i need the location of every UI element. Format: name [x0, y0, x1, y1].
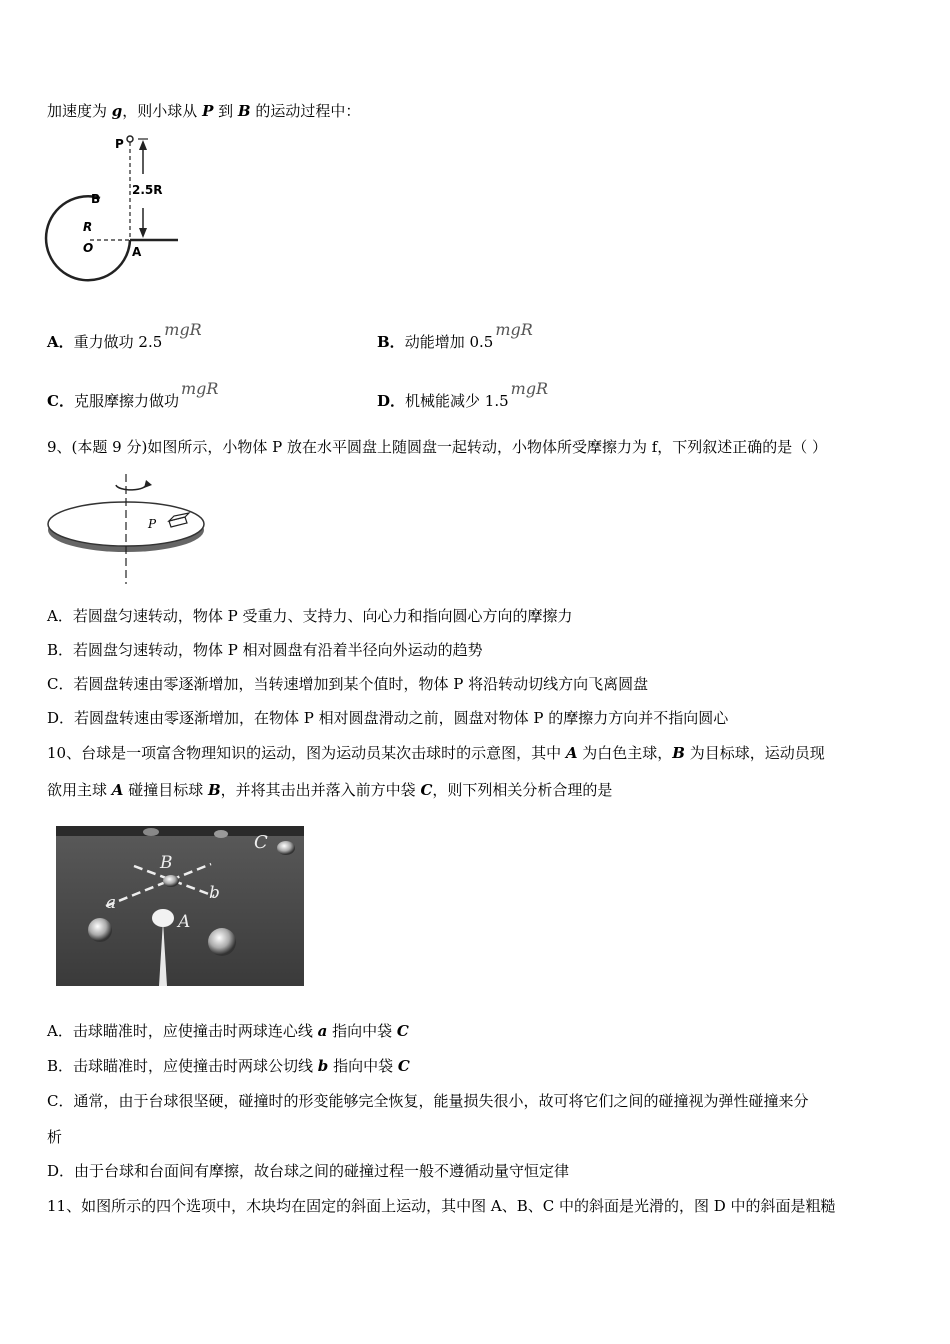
- billiards-photo: [56, 826, 304, 986]
- q10-option-b[interactable]: [47, 1056, 410, 1076]
- track-figure: [40, 130, 190, 290]
- option-text: A．击球瞄准时，应使撞击时两球连心线: [47, 1022, 318, 1040]
- q8-option-a[interactable]: [47, 320, 202, 352]
- option-letter: C．: [47, 392, 74, 410]
- option-text: 动能增加 0.5: [404, 333, 494, 351]
- circle-track: [46, 196, 130, 280]
- var-c: C: [396, 1022, 409, 1040]
- var-c: C: [397, 1057, 410, 1075]
- q9-option-b[interactable]: B．若圆盘匀速转动，物体 P 相对圆盘有沿着半径向外运动的趋势: [47, 641, 483, 659]
- rotation-arrow: [116, 484, 146, 490]
- label-r: R: [83, 220, 93, 234]
- intro-text-2: ，则小球从: [122, 102, 203, 120]
- q9-option-d[interactable]: D．若圆盘转速由零逐渐增加，在物体 P 相对圆盘滑动之前，圆盘对物体 P 的摩擦力方向并不指向圆心: [47, 709, 729, 727]
- q11-stem: 11、如图所示的四个选项中，木块均在固定的斜面上运动，其中图 A、B、C 中的斜面是光滑的，图 D 中的斜面是粗糙: [47, 1197, 836, 1215]
- q9-option-a[interactable]: A．若圆盘匀速转动，物体 P 受重力、支持力、向心力和指向圆心方向的摩擦力: [47, 607, 573, 625]
- rotation-arrowhead: [144, 480, 152, 488]
- q9-option-c[interactable]: C．若圆盘转速由零逐渐增加，当转速增加到某个值时，物体 P 将沿转动切线方向飞离圆盘: [47, 675, 649, 693]
- var-b: b: [317, 1057, 329, 1075]
- option-text: 克服摩擦力做功: [73, 392, 179, 410]
- var-c: C: [420, 781, 433, 799]
- intro-var-b: B: [237, 102, 251, 120]
- stem-text: ，并将其击出并落入前方中袋: [220, 781, 421, 799]
- label-line-a: a: [106, 893, 117, 913]
- stem-text: 欲用主球: [47, 781, 112, 799]
- var-a: a: [317, 1022, 328, 1040]
- q10-stem-line1: [47, 743, 825, 763]
- pocket-c-ball: [277, 841, 295, 855]
- stem-text: 10、台球是一项富含物理知识的运动，图为运动员某次击球时的示意图，其中: [47, 744, 566, 762]
- intro-var-g: g: [111, 102, 123, 120]
- intro-line: [47, 101, 360, 121]
- q9-stem: 9、(本题 9 分)如图所示，小物体 P 放在水平圆盘上随圆盘一起转动，小物体所受摩擦力为 f，下列叙述正确的是（ ）: [47, 438, 828, 456]
- q10-option-c-line1[interactable]: C．通常，由于台球很坚硬，碰撞时的形变能够完全恢复，能量损失很小，故可将它们之间的碰撞视为弹性碰撞来分: [47, 1092, 809, 1110]
- q10-option-c-line2[interactable]: 析: [47, 1128, 63, 1146]
- label-o: O: [83, 241, 94, 255]
- stem-text: ，则下列相关分析合理的是: [432, 781, 613, 799]
- stem-text: 为白色主球，: [577, 744, 673, 762]
- stem-text: 为目标球，运动员现: [684, 744, 825, 762]
- option-text: B．击球瞄准时，应使撞击时两球公切线: [47, 1057, 318, 1075]
- target-ball-b: [163, 875, 179, 887]
- label-a: A: [132, 245, 142, 259]
- option-letter: A．: [47, 333, 74, 351]
- point-p-marker: [127, 136, 133, 142]
- q10-stem-line2: [47, 780, 612, 800]
- option-math: mgR: [510, 379, 549, 398]
- label-b: B: [91, 192, 101, 206]
- var-b: B: [672, 744, 685, 762]
- option-letter: D．: [377, 392, 406, 410]
- option-math: mgR: [180, 379, 219, 398]
- option-text: 重力做功 2.5: [73, 333, 163, 351]
- height-arrow-down: [139, 228, 147, 238]
- dark-ball: [208, 928, 236, 956]
- option-math: mgR: [495, 320, 533, 339]
- label-a: A: [178, 912, 191, 932]
- var-a: A: [111, 781, 124, 799]
- label-p: P: [148, 517, 157, 531]
- q8-option-d[interactable]: [377, 379, 549, 411]
- label-p: P: [115, 137, 124, 151]
- stem-text: 碰撞目标球: [123, 781, 208, 799]
- label-line-b: b: [209, 883, 220, 903]
- option-text: 指向中袋: [328, 1057, 398, 1075]
- option-math: mgR: [164, 320, 202, 339]
- label-c: C: [254, 832, 268, 853]
- cue-ball-a: [152, 909, 174, 927]
- var-a: A: [565, 744, 578, 762]
- option-text: 机械能减少 1.5: [405, 392, 509, 410]
- height-arrow-up: [139, 140, 147, 150]
- label-b: B: [160, 853, 173, 873]
- intro-text-4: 的运动过程中：: [250, 102, 361, 120]
- intro-text-3: 到: [213, 102, 238, 120]
- intro-text-1: 加速度为: [47, 102, 112, 120]
- q8-option-c[interactable]: [47, 379, 219, 411]
- q10-option-a[interactable]: [47, 1021, 409, 1041]
- disk-figure: [46, 470, 216, 586]
- q10-option-d[interactable]: D．由于台球和台面间有摩擦，故台球之间的碰撞过程一般不遵循动量守恒定律: [47, 1162, 570, 1180]
- distant-ball-2: [214, 830, 228, 838]
- distant-ball-1: [143, 828, 159, 836]
- striped-ball: [88, 918, 112, 942]
- label-height: 2.5R: [132, 183, 163, 197]
- q8-option-b[interactable]: [377, 320, 533, 352]
- option-letter: B．: [377, 333, 405, 351]
- option-text: 指向中袋: [327, 1022, 397, 1040]
- var-b: B: [207, 781, 221, 799]
- intro-var-p: P: [202, 102, 214, 120]
